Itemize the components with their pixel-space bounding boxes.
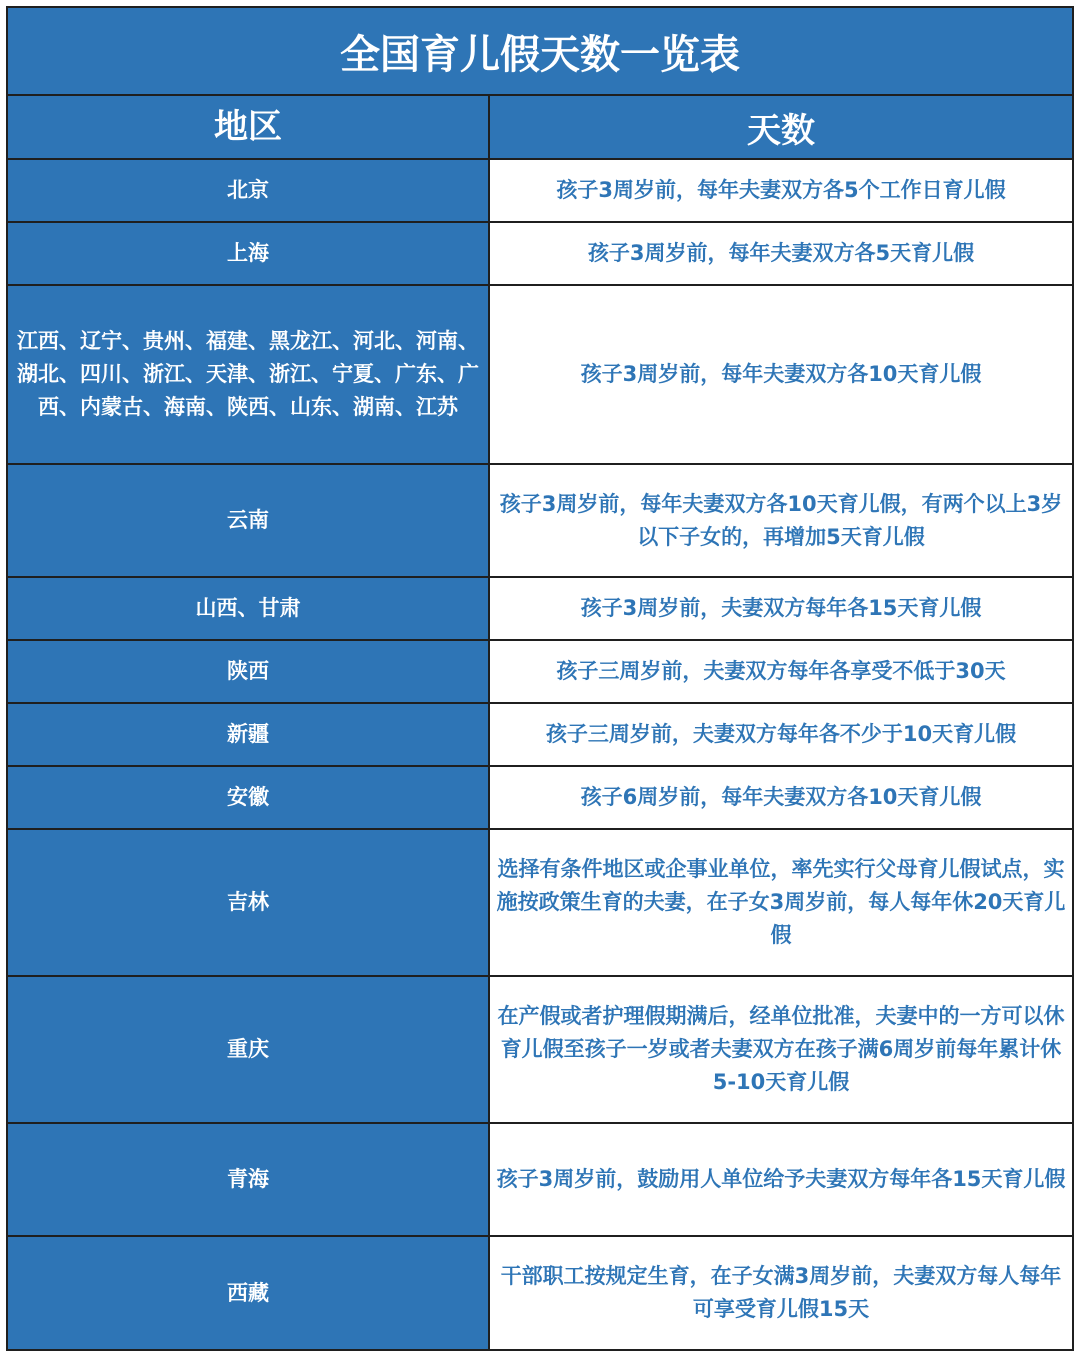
days-cell: 孩子3周岁前，每年夫妻双方各10天育儿假，有两个以上3岁以下子女的，再增加5天育儿假 xyxy=(489,464,1072,577)
table-row xyxy=(8,159,1072,222)
days-cell: 孩子3周岁前，每年夫妻双方各10天育儿假 xyxy=(489,285,1072,464)
holiday-table xyxy=(6,6,1074,1351)
table-row xyxy=(8,640,1072,703)
data-table xyxy=(8,96,1072,1349)
days-cell: 干部职工按规定生育，在子女满3周岁前，夫妻双方每人每年可享受育儿假15天 xyxy=(489,1236,1072,1349)
region-cell: 上海 xyxy=(8,222,489,285)
table-row xyxy=(8,1123,1072,1236)
column-header-region: 地区 xyxy=(8,96,489,159)
region-cell: 陕西 xyxy=(8,640,489,703)
region-cell: 云南 xyxy=(8,464,489,577)
region-cell: 吉林 xyxy=(8,829,489,976)
days-cell: 孩子三周岁前，夫妻双方每年各享受不低于30天 xyxy=(489,640,1072,703)
table-row xyxy=(8,829,1072,976)
table-row xyxy=(8,577,1072,640)
region-cell: 青海 xyxy=(8,1123,489,1236)
region-cell: 江西、辽宁、贵州、福建、黑龙江、河北、河南、湖北、四川、浙江、天津、浙江、宁夏、广东、广西、内蒙古、海南、陕西、山东、湖南、江苏 xyxy=(8,285,489,464)
days-cell: 孩子3周岁前，每年夫妻双方各5天育儿假 xyxy=(489,222,1072,285)
days-cell: 孩子3周岁前，鼓励用人单位给予夫妻双方每年各15天育儿假 xyxy=(489,1123,1072,1236)
days-cell: 孩子3周岁前，每年夫妻双方各5个工作日育儿假 xyxy=(489,159,1072,222)
table-row xyxy=(8,222,1072,285)
table-row xyxy=(8,976,1072,1123)
days-cell: 在产假或者护理假期满后，经单位批准，夫妻中的一方可以休育儿假至孩子一岁或者夫妻双方在孩子满6周岁前每年累计休5-10天育儿假 xyxy=(489,976,1072,1123)
table-row xyxy=(8,285,1072,464)
table-row xyxy=(8,703,1072,766)
table-row xyxy=(8,766,1072,829)
region-cell: 西藏 xyxy=(8,1236,489,1349)
region-cell: 安徽 xyxy=(8,766,489,829)
region-cell: 重庆 xyxy=(8,976,489,1123)
table-title: 全国育儿假天数一览表 xyxy=(8,8,1072,96)
region-cell: 北京 xyxy=(8,159,489,222)
header-row xyxy=(8,96,1072,159)
region-cell: 新疆 xyxy=(8,703,489,766)
table-row xyxy=(8,464,1072,577)
column-header-days: 天数 xyxy=(489,96,1072,159)
days-cell: 孩子3周岁前，夫妻双方每年各15天育儿假 xyxy=(489,577,1072,640)
days-cell: 孩子三周岁前，夫妻双方每年各不少于10天育儿假 xyxy=(489,703,1072,766)
region-cell: 山西、甘肃 xyxy=(8,577,489,640)
table-row xyxy=(8,1236,1072,1349)
days-cell: 孩子6周岁前，每年夫妻双方各10天育儿假 xyxy=(489,766,1072,829)
days-cell: 选择有条件地区或企事业单位，率先实行父母育儿假试点，实施按政策生育的夫妻，在子女3周岁前，每人每年休20天育儿假 xyxy=(489,829,1072,976)
